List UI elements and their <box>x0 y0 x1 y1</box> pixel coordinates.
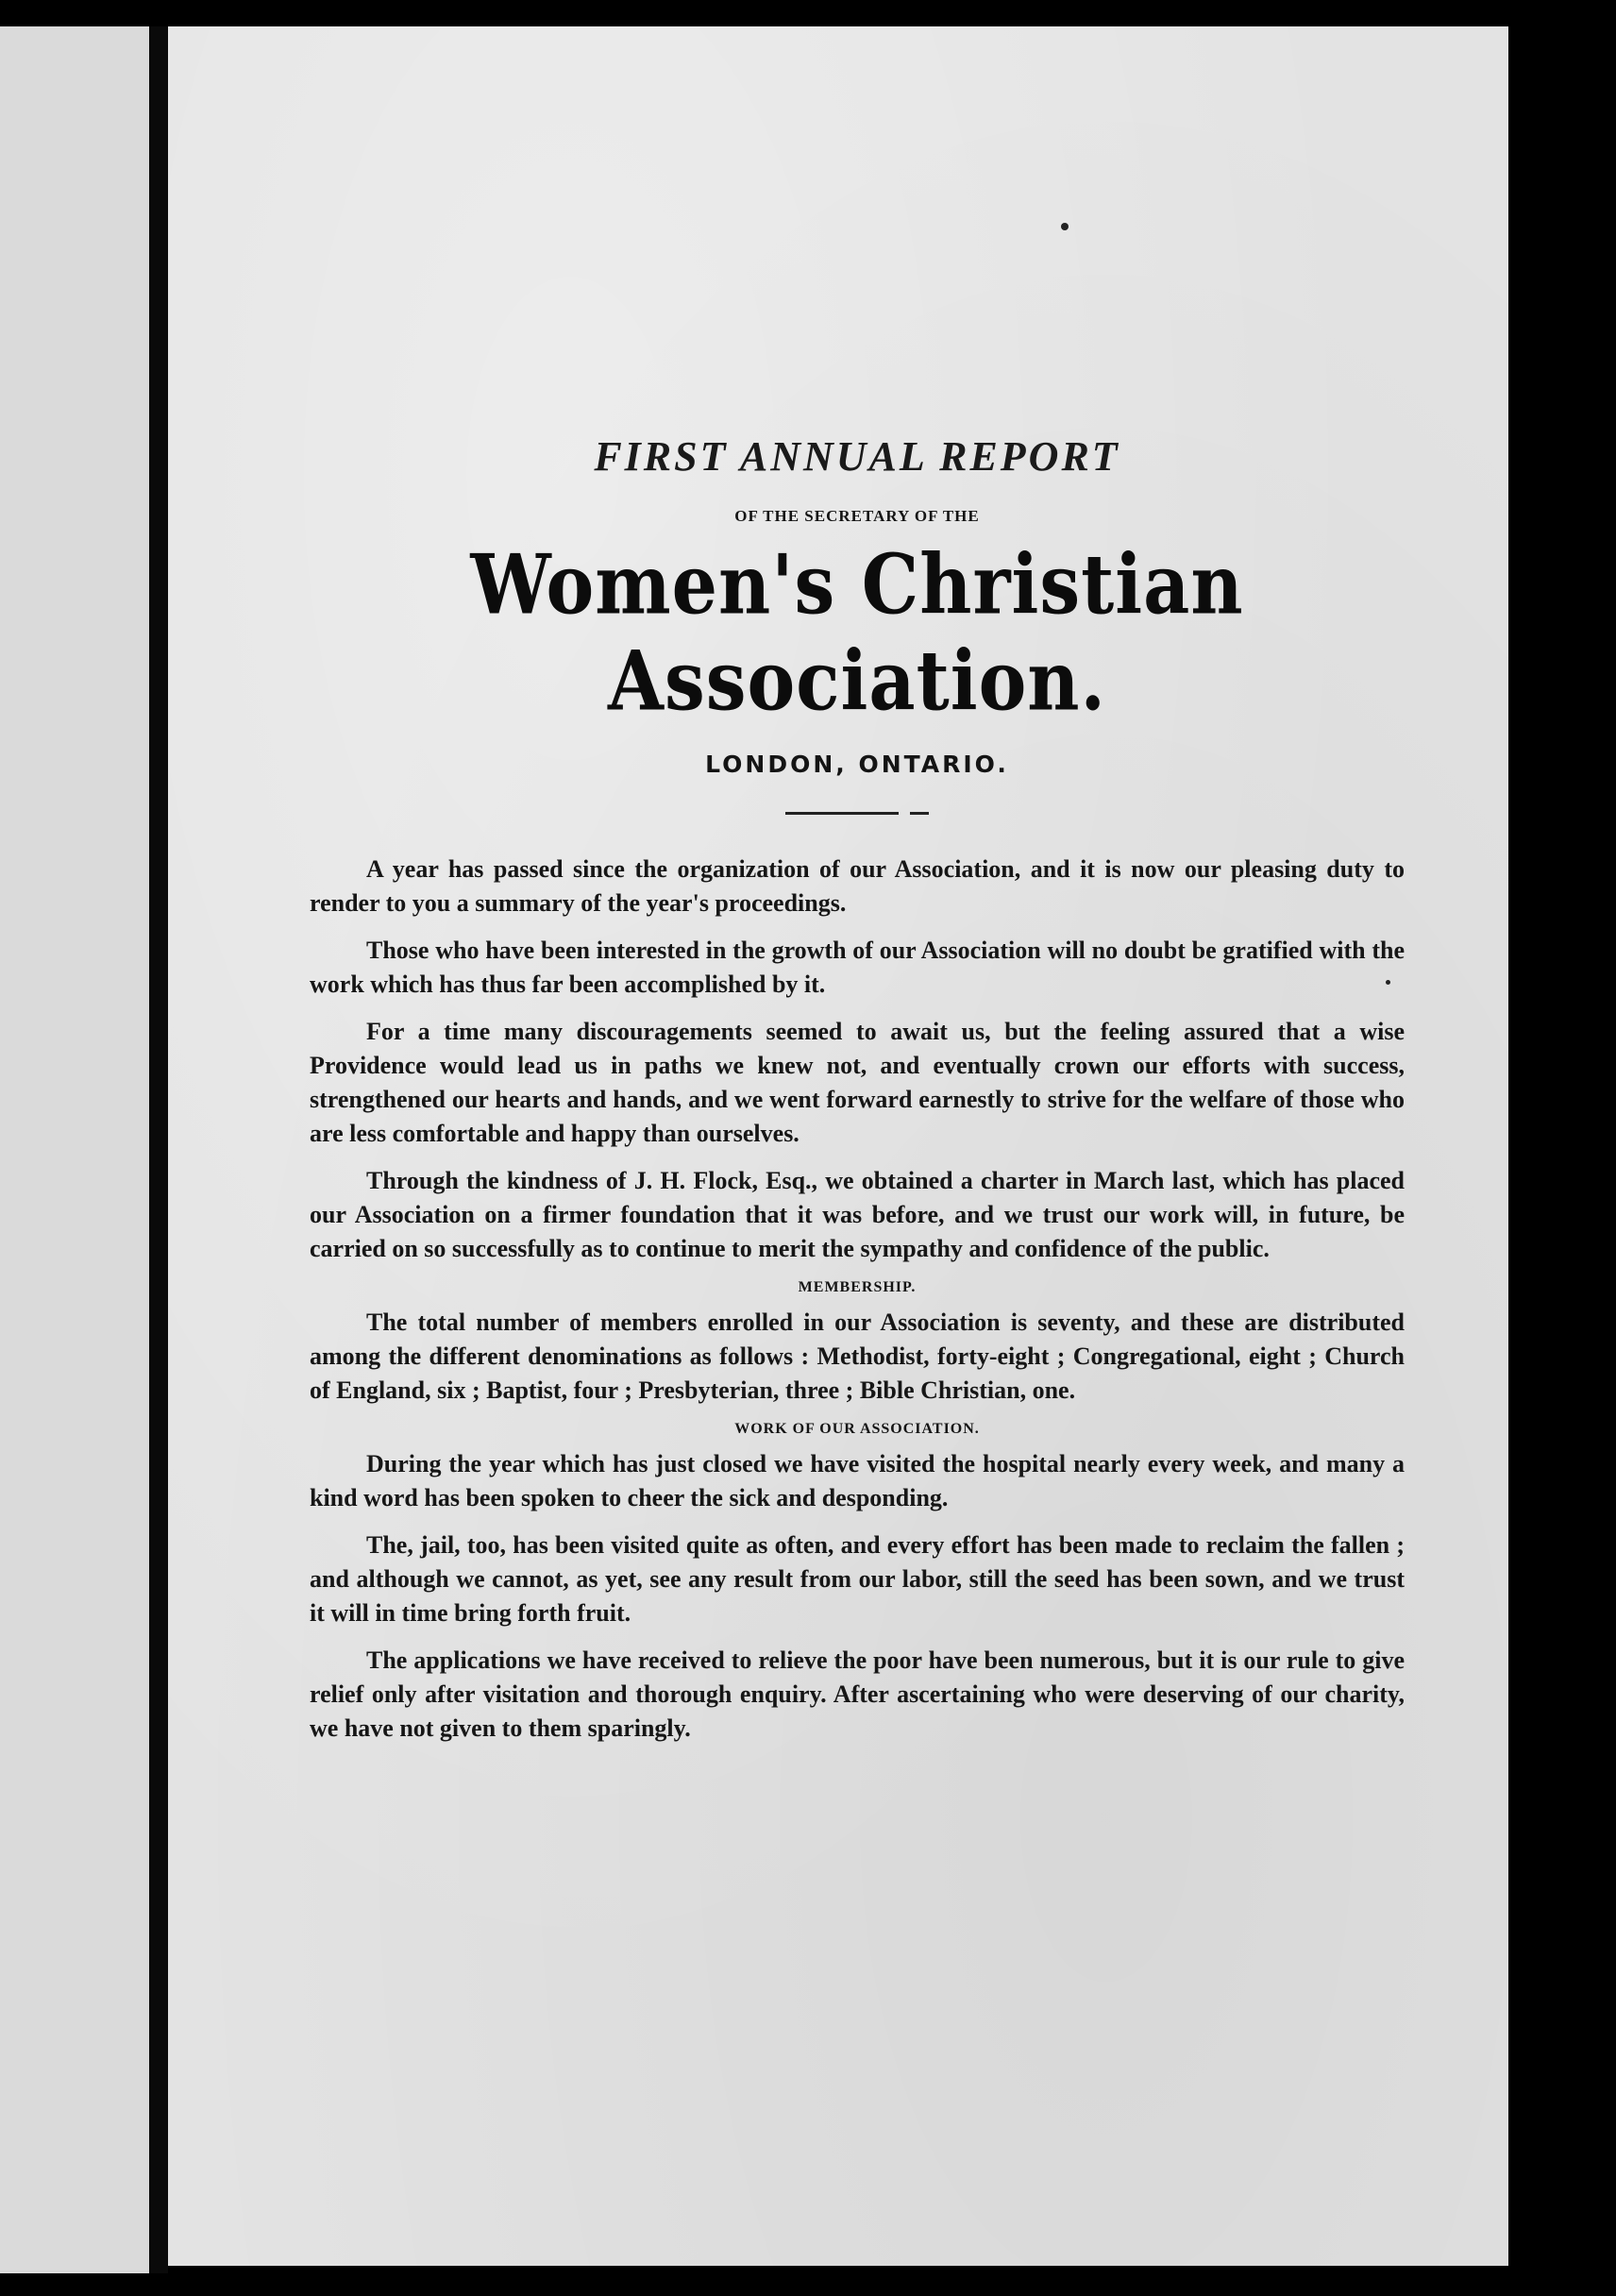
location-line: LONDON, ONTARIO. <box>705 751 1009 778</box>
paragraph: The applications we have received to relieve the poor have been numerous, but it is our rule to give relief only after visitation and thorough enquiry. After ascertaining who were deserving of our charity, we have not given to them sparingly. <box>310 1646 1405 1742</box>
divider-long <box>785 812 899 815</box>
paragraph: A year has passed since the organization of our Association, and it is now our pleasing duty to render to you a summary of the year's proceedings. <box>310 855 1405 917</box>
report-title: FIRST ANNUAL REPORT <box>594 433 1120 480</box>
organization-name: Women's Christian Association. <box>470 535 1244 730</box>
paragraph: The, jail, too, has been visited quite as often, and every effort has been made to reclaim the fallen ; and although we cannot, as yet, see any result from our labor, still the seed has been sown, and we trust it will in time bring forth fruit. <box>310 1531 1405 1627</box>
paragraph: The total number of members enrolled in our Association is seventy, and these are distributed among the different denominations as follows : Methodist, forty-eight ; Congregational, eight ; Church of England, six ; Baptist, four ; Presbyterian, three ; Bible Christian, one. <box>310 1308 1405 1404</box>
paragraph: During the year which has just closed we have visited the hospital nearly every week, and many a kind word has been spoken to cheer the sick and desponding. <box>310 1450 1405 1511</box>
body-text <box>310 853 1405 1746</box>
paragraph: Through the kindness of J. H. Flock, Esq., we obtained a charter in March last, which has placed our Association on a firmer foundation that it was before, and we trust our work will, in future, be carried on so successfully as to continue to merit the sympathy and confidence of the public. <box>310 1167 1405 1262</box>
left-page-edge <box>0 26 149 2273</box>
paragraph: Those who have been interested in the growth of our Association will no doubt be gratified with the work which has thus far been accomplished by it. <box>310 937 1405 998</box>
divider-rule <box>310 812 1405 815</box>
paper-speck <box>1061 223 1069 230</box>
divider-short <box>910 812 929 815</box>
document-page <box>168 26 1508 2266</box>
page-gutter <box>149 26 168 2273</box>
work-heading: WORK OF OUR ASSOCIATION. <box>734 1421 980 1437</box>
page-content <box>310 432 1405 1759</box>
membership-heading: MEMBERSHIP. <box>798 1279 917 1295</box>
paragraph: For a time many discouragements seemed to await us, but the feeling assured that a wise Providence would lead us in paths we knew not, and eventually crown our efforts with success, strengthened our hearts and hands, and we went forward earnestly to strive for the welfare of those who are less comfortable and happy than ourselves. <box>310 1018 1405 1147</box>
report-subtitle: OF THE SECRETARY OF THE <box>734 507 980 525</box>
